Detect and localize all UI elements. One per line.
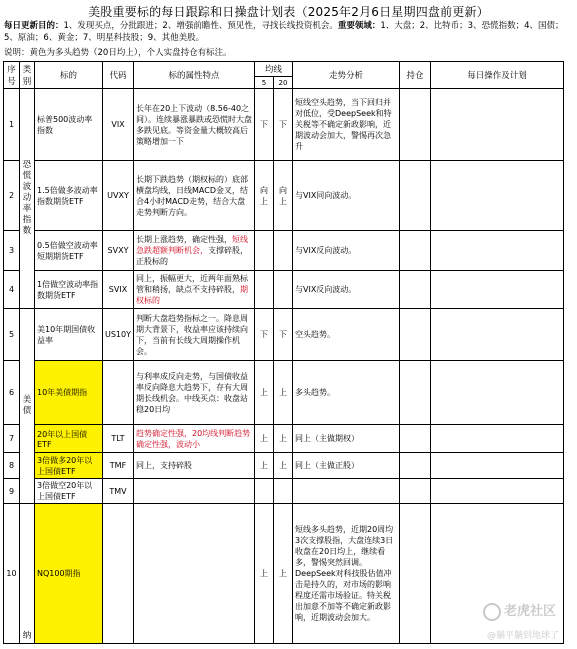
header-attributes: 标的属性特点: [134, 62, 255, 89]
row-target: 标普500波动率指数: [35, 89, 103, 161]
row-holding: [400, 89, 431, 161]
row-seq: 8: [4, 453, 20, 479]
table-row: [4, 231, 564, 271]
row-ma20: [274, 231, 293, 271]
row-trend: 与VIX反向波动。: [293, 271, 400, 309]
row-seq: 2: [4, 161, 20, 231]
focus-text: 1、大盘；2、比特币；3、恐慌指数；4、国债；5、原油；6、黄金；7、明星科技股；9、其他美股。: [4, 21, 564, 43]
table-row: [4, 271, 564, 309]
row-code: TMF: [103, 453, 134, 479]
tiger-logo-icon: [483, 603, 501, 621]
row-trend: 与VIX同向波动。: [293, 161, 400, 231]
row-ma20: [274, 479, 293, 504]
table-row: [4, 453, 564, 479]
row-target: 3倍做多20年以上国债ETF: [35, 453, 103, 479]
row-plan: [431, 479, 564, 504]
row-trend: 同上（主做正股）: [293, 453, 400, 479]
focus-label: 重要领域：: [337, 21, 381, 31]
row-plan: [431, 453, 564, 479]
row-code: SVIX: [103, 271, 134, 309]
row-holding: [400, 309, 431, 361]
row-attributes: [134, 271, 255, 309]
row-code: [103, 361, 134, 425]
row-ma20: 下: [274, 309, 293, 361]
header-holding: 持仓: [400, 62, 431, 89]
row-target: 美10年期国债收益率: [35, 309, 103, 361]
row-attributes: 判断大盘趋势指标之一。降息周期大背景下，收益率应该持续向下，当前有长线大周期操作机会。: [134, 309, 255, 361]
row-attributes: 同上，支持碎股: [134, 453, 255, 479]
row-ma20: 上: [274, 361, 293, 425]
category-treasury: 美债: [20, 309, 35, 504]
row-attributes: 长年在20上下波动（8.56-40之间）。连续暴涨暴跌或恐慌时大盘多跌见底。等资金量大概较高后策略增加一下: [134, 89, 255, 161]
row-ma5: [255, 479, 274, 504]
header-ma: 均线: [255, 62, 293, 77]
row-holding: [400, 425, 431, 453]
row-trend: 空头趋势。: [293, 309, 400, 361]
table-row: [4, 504, 564, 644]
row-trend: 同上（主做期权）: [293, 425, 400, 453]
row-ma5: 上: [255, 453, 274, 479]
row-plan: [431, 161, 564, 231]
row-trend: 短线多头趋势，近期20周均3次支撑股指，大盘连续3日收盘在20日均上，继续看多，警惕突然回调。DeepSeek对科技股估值冲击是持久的，对市场的影响程度还需市场验证。特关税出加意不加等不确定新政影响，近期波动会加大。: [293, 504, 400, 644]
attr-highlight: 短线急跌超额判断机会，: [136, 235, 248, 255]
row-plan: [431, 89, 564, 161]
row-ma5: [255, 271, 274, 309]
row-code: [103, 504, 134, 644]
row-target: 1倍做空波动率指数期货ETF: [35, 271, 103, 309]
header-plan: 每日操作及计划: [431, 62, 564, 89]
row-holding: [400, 231, 431, 271]
row-target: NQ100期指: [35, 504, 103, 644]
row-ma5: 下: [255, 309, 274, 361]
row-code: VIX: [103, 89, 134, 161]
row-ma20: 上: [274, 425, 293, 453]
row-seq: 6: [4, 361, 20, 425]
row-code: TMV: [103, 479, 134, 504]
row-attributes: 趋势确定性强，20均线判断趋势确定性强，波动小: [134, 425, 255, 453]
header-ma20: 20: [274, 77, 293, 89]
page-title: 美股重要标的每日跟踪和日操盘计划表（2025年2月6日星期四盘前更新）: [88, 5, 489, 19]
attr-text: 同上，振幅更大，近两年面熟标管和稍扬，缺点不支持碎股，: [136, 274, 248, 294]
row-trend: 短线空头趋势，当下回归并对低位，受DeepSeek和特关税等不确定新政影响，近期波动会加大，警惕再次急升: [293, 89, 400, 161]
update-purpose: [4, 20, 572, 44]
row-ma20: 上: [274, 504, 293, 644]
purpose-text: 1、发现买点，分批跟进；2、增强前瞻性、预见性，寻找长线投资机会。: [63, 21, 338, 31]
row-target: 3倍做空20年以上国债ETF: [35, 479, 103, 504]
row-ma20: 向上: [274, 161, 293, 231]
row-holding: [400, 161, 431, 231]
row-plan: [431, 231, 564, 271]
row-plan: [431, 309, 564, 361]
header-code: 代码: [103, 62, 134, 89]
row-ma5: 下: [255, 89, 274, 161]
watermark-brand: [483, 600, 556, 621]
row-target: 1.5倍做多波动率指数期货ETF: [35, 161, 103, 231]
row-seq: 3: [4, 231, 20, 271]
row-seq: 7: [4, 425, 20, 453]
header-seq: 序号: [4, 62, 20, 89]
row-holding: [400, 453, 431, 479]
row-code: UVXY: [103, 161, 134, 231]
row-seq: 5: [4, 309, 20, 361]
table-row: [4, 361, 564, 425]
row-target: 10年美债期指: [35, 361, 103, 425]
row-ma5: 上: [255, 504, 274, 644]
header-category: 类别: [20, 62, 35, 89]
row-ma5: 向上: [255, 161, 274, 231]
table-row: [4, 161, 564, 231]
attr-highlight: 期权标的: [136, 285, 248, 305]
table-row: [4, 309, 564, 361]
header-row: [4, 62, 564, 77]
row-code: TLT: [103, 425, 134, 453]
row-plan: [431, 504, 564, 644]
row-trend: 多头趋势。: [293, 361, 400, 425]
header-ma5: 5: [255, 77, 274, 89]
row-ma20: [274, 271, 293, 309]
row-code: SVXY: [103, 231, 134, 271]
table-row: [4, 89, 564, 161]
row-ma20: 下: [274, 89, 293, 161]
category-nasdaq: 纳: [20, 504, 35, 644]
table-row: [4, 425, 564, 453]
row-trend: [293, 479, 400, 504]
row-code: US10Y: [103, 309, 134, 361]
header-trend: 走势分析: [293, 62, 400, 89]
table-row: [4, 479, 564, 504]
watermark-user: @躺平躺到地球了: [487, 631, 560, 641]
row-attributes: 与利率成反向走势，与国债收益率反向降息大趋势下，存有大周期长线机会。中线买点：收盘站稳20日均: [134, 361, 255, 425]
header-target: 标的: [35, 62, 103, 89]
row-holding: [400, 479, 431, 504]
row-ma20: 上: [274, 453, 293, 479]
row-target: 0.5倍做空波动率短期期货ETF: [35, 231, 103, 271]
row-attributes: [134, 231, 255, 271]
legend-note: 说明：黄色为多头趋势（20日均上），个人实盘持仓有标注。: [4, 48, 232, 58]
row-holding: [400, 271, 431, 309]
row-attributes: 长期下跌趋势（期权标的）底部横盘均线，日线MACD金叉，结合4小时MACD走势，结合大盘走势判断方向。: [134, 161, 255, 231]
row-holding: [400, 361, 431, 425]
tracking-table: [3, 61, 564, 644]
row-plan: [431, 425, 564, 453]
category-panic: 恐慌波动率指数: [20, 89, 35, 309]
row-ma5: 上: [255, 425, 274, 453]
row-plan: [431, 271, 564, 309]
purpose-label: 每日更新目的：: [4, 21, 64, 31]
attr-tail: 支撑碎股，正股标的: [136, 246, 248, 266]
row-attributes: [134, 504, 255, 644]
row-seq: 4: [4, 271, 20, 309]
row-seq: 10: [4, 504, 20, 644]
row-attributes: [134, 479, 255, 504]
watermark-brand-text: 老虎社区: [504, 604, 557, 619]
row-ma5: [255, 231, 274, 271]
row-plan: [431, 361, 564, 425]
row-holding: [400, 504, 431, 644]
row-seq: 9: [4, 479, 20, 504]
row-ma5: 上: [255, 361, 274, 425]
row-target: 20年以上国债ETF: [35, 425, 103, 453]
row-trend: 与VIX反向波动。: [293, 231, 400, 271]
attr-text: 长期上涨趋势，确定性强，: [136, 235, 232, 244]
row-seq: 1: [4, 89, 20, 161]
